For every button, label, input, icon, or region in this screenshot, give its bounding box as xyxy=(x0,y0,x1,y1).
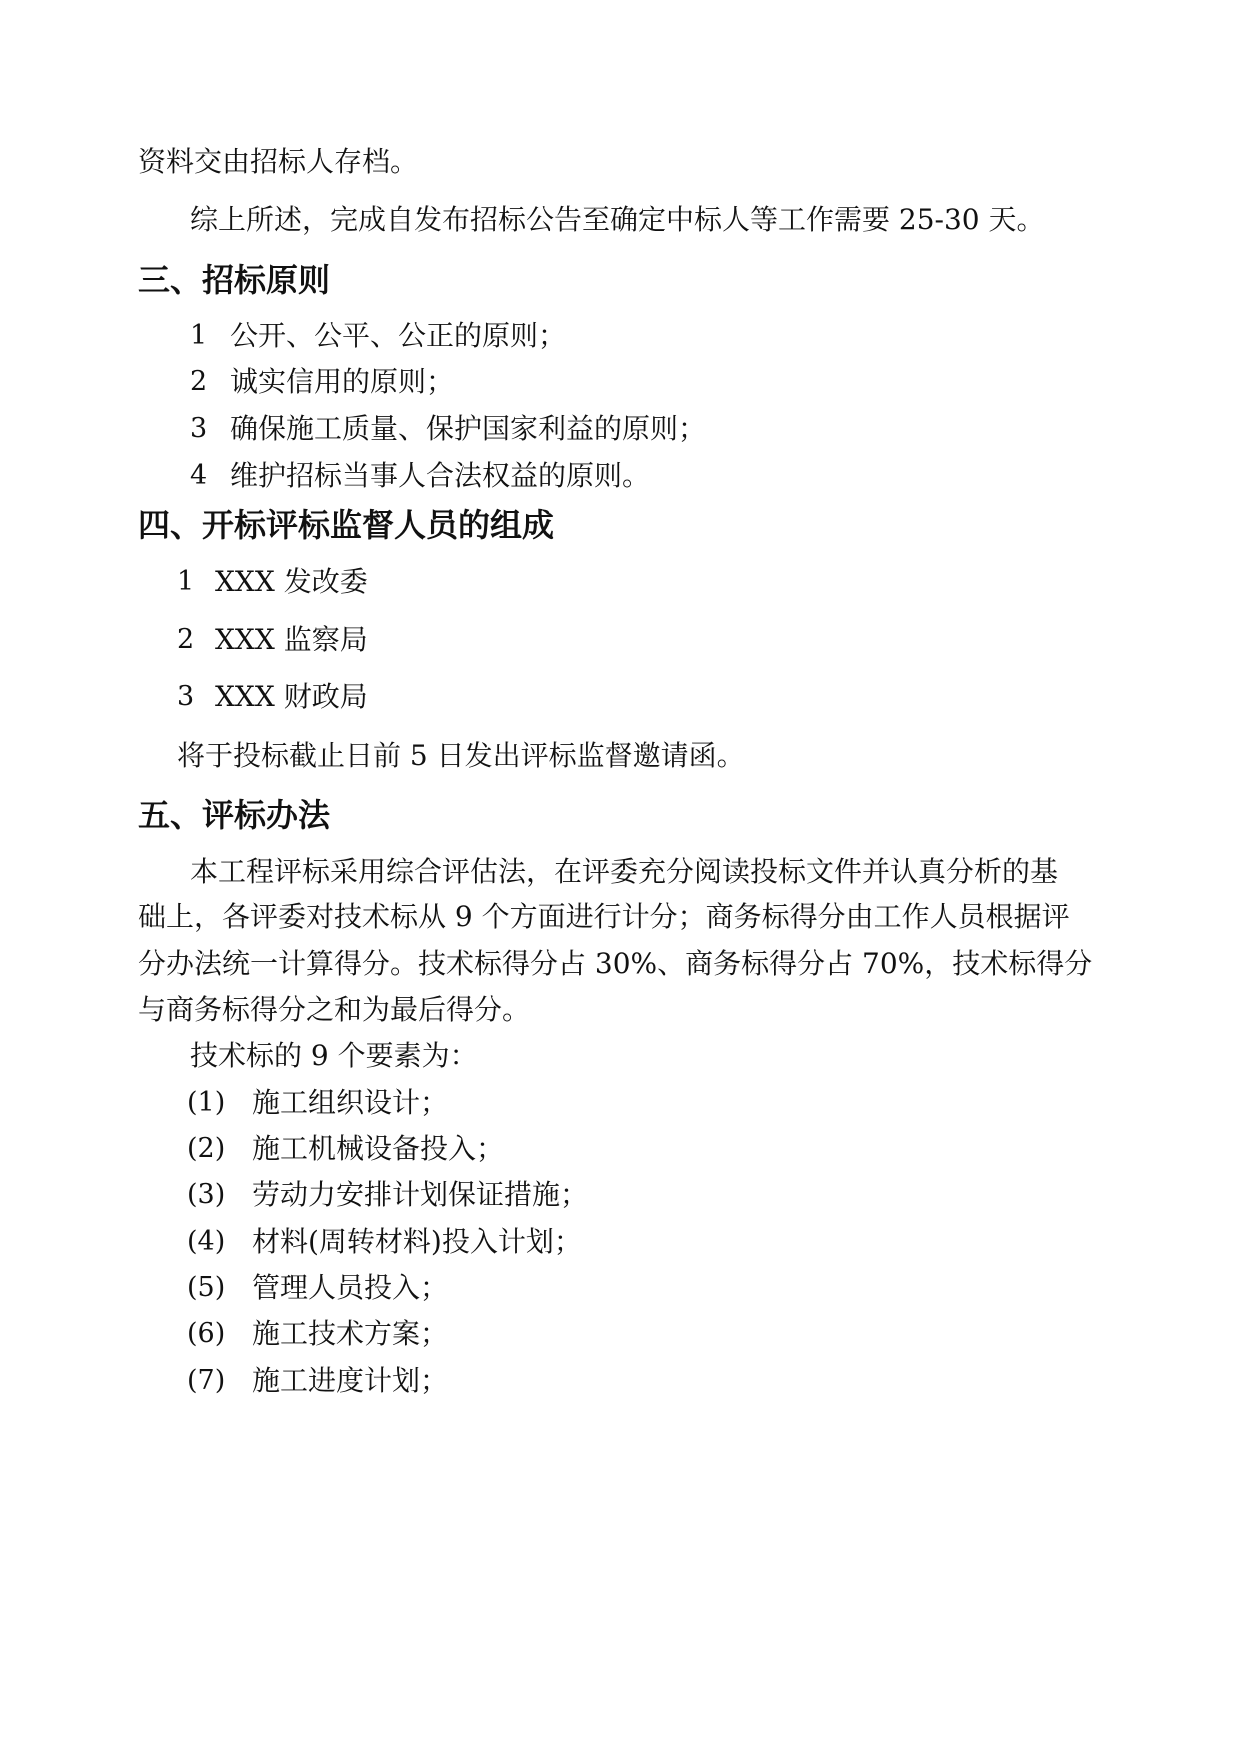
list-item-text: 施工机械设备投入； xyxy=(252,1132,505,1165)
list-item-number: 1 xyxy=(177,566,195,597)
section4-title: 四、开标评标监督人员的组成 xyxy=(138,506,555,544)
list-item-text: 公开、公平、公正的原则； xyxy=(230,319,567,352)
list-item-text: 劳动力安排计划保证措施； xyxy=(252,1178,589,1211)
list-item-text: 诚实信用的原则； xyxy=(230,365,455,398)
list-item-text: XXX 财政局 xyxy=(215,680,368,713)
list-item-number: 2 xyxy=(190,366,208,397)
list-item-number: (7) xyxy=(187,1365,226,1396)
list-item-number: 1 xyxy=(190,320,208,351)
elements-intro: 技术标的 9 个要素为： xyxy=(190,1039,478,1072)
list-item-text: XXX 监察局 xyxy=(215,623,368,656)
list-item-text: 确保施工质量、保护国家利益的原则； xyxy=(230,412,707,445)
list-item-text: 材料(周转材料)投入计划； xyxy=(252,1225,582,1258)
list-item-number: (6) xyxy=(187,1318,226,1349)
list-item-number: (1) xyxy=(187,1087,226,1118)
paragraph-line: 本工程评标采用综合评估法，在评委充分阅读投标文件并认真分析的基 xyxy=(190,855,1059,888)
list-item-number: 3 xyxy=(190,413,208,444)
list-item-number: (3) xyxy=(187,1179,226,1210)
list-item-number: (2) xyxy=(187,1133,226,1164)
list-item-text: 施工进度计划； xyxy=(252,1364,449,1397)
section4-note: 将于投标截止日前 5 日发出评标监督邀请函。 xyxy=(177,739,745,772)
list-item-number: 2 xyxy=(177,624,195,655)
list-item-number: (5) xyxy=(187,1272,226,1303)
list-item-text: 施工组织设计； xyxy=(252,1086,449,1119)
paragraph-line: 础上，各评委对技术标从 9 个方面进行计分；商务标得分由工作人员根据评 xyxy=(138,900,1070,933)
list-item-number: 3 xyxy=(177,681,195,712)
section3-title: 三、招标原则 xyxy=(138,261,331,299)
paragraph-line: 与商务标得分之和为最后得分。 xyxy=(138,993,531,1026)
list-item-text: 管理人员投入； xyxy=(252,1271,449,1304)
list-item-text: 维护招标当事人合法权益的原则。 xyxy=(230,459,651,492)
list-item-text: 施工技术方案； xyxy=(252,1317,449,1350)
list-item-number: (4) xyxy=(187,1226,226,1257)
summary-line: 综上所述，完成自发布招标公告至确定中标人等工作需要 25-30 天。 xyxy=(190,203,1045,236)
list-item-text: XXX 发改委 xyxy=(215,565,368,598)
intro-line: 资料交由招标人存档。 xyxy=(138,145,419,178)
paragraph-line: 分办法统一计算得分。技术标得分占 30%、商务标得分占 70%，技术标得分 xyxy=(138,947,1093,980)
section5-title: 五、评标办法 xyxy=(138,796,331,834)
list-item-number: 4 xyxy=(190,460,208,491)
